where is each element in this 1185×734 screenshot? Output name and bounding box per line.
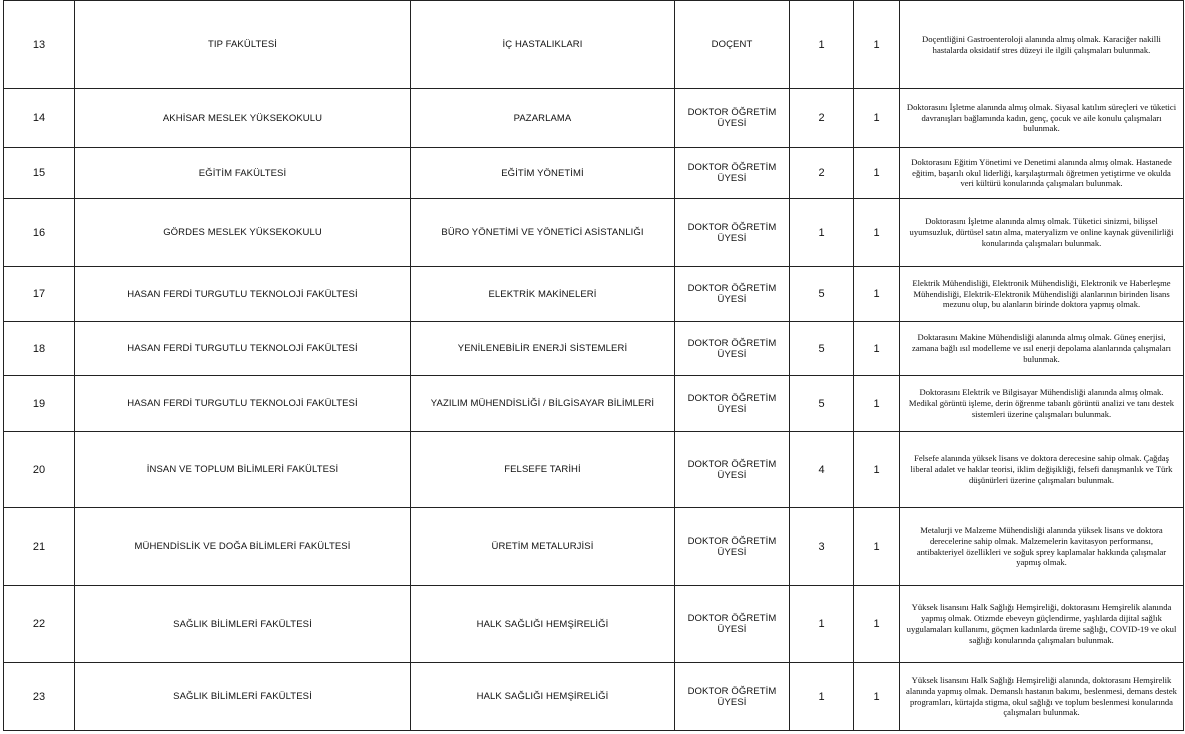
- faculty-cell: İNSAN VE TOPLUM BİLİMLERİ FAKÜLTESİ: [75, 432, 411, 508]
- row-number: 22: [4, 586, 75, 663]
- department-cell: YENİLENEBİLİR ENERJİ SİSTEMLERİ: [411, 322, 675, 376]
- table-row: [4, 148, 1184, 199]
- quota-cell: 1: [854, 586, 900, 663]
- row-number: 17: [4, 267, 75, 322]
- faculty-cell: GÖRDES MESLEK YÜKSEKOKULU: [75, 199, 411, 267]
- description-cell: Yüksek lisansını Halk Sağlığı Hemşireliği, doktorasını Hemşirelik alanında yapmış olmak. Otizmde ebeveyn güçlendirme, yaşlılarda dijital sağlık uygulamaları kullanımı, göçmen kadınlarda üreme sağlığı, COVID-19 ve okul sağlığı konularında çalışmaları bulunmak.: [900, 586, 1184, 663]
- title-cell: DOKTOR ÖĞRETİM ÜYESİ: [675, 267, 790, 322]
- faculty-cell: AKHİSAR MESLEK YÜKSEKOKULU: [75, 89, 411, 148]
- row-number: 20: [4, 432, 75, 508]
- table-row: [4, 89, 1184, 148]
- row-number: 21: [4, 508, 75, 586]
- faculty-cell: MÜHENDİSLİK VE DOĞA BİLİMLERİ FAKÜLTESİ: [75, 508, 411, 586]
- quota-cell: 1: [854, 432, 900, 508]
- count-cell: 1: [790, 586, 854, 663]
- quota-cell: 1: [854, 267, 900, 322]
- table-row: [4, 586, 1184, 663]
- department-cell: YAZILIM MÜHENDİSLİĞİ / BİLGİSAYAR BİLİMLERİ: [411, 376, 675, 432]
- count-cell: 4: [790, 432, 854, 508]
- description-cell: Doçentliğini Gastroenteroloji alanında almış olmak. Karaciğer nakilli hastalarda oksidatif stres düzeyi ile ilgili çalışmaları bulunmak.: [900, 1, 1184, 89]
- description-cell: Doktarasını Makine Mühendisliği alanında almış olmak. Güneş enerjisi, zamana bağlı ısıl modelleme ve ısıl enerji depolama alanlarında çalışmaları bulunmak.: [900, 322, 1184, 376]
- faculty-cell: EĞİTİM FAKÜLTESİ: [75, 148, 411, 199]
- quota-cell: 1: [854, 663, 900, 731]
- count-cell: 5: [790, 376, 854, 432]
- count-cell: 2: [790, 148, 854, 199]
- table-row: [4, 432, 1184, 508]
- quota-cell: 1: [854, 376, 900, 432]
- department-cell: HALK SAĞLIĞI HEMŞİRELİĞİ: [411, 663, 675, 731]
- quota-cell: 1: [854, 148, 900, 199]
- title-cell: DOKTOR ÖĞRETİM ÜYESİ: [675, 586, 790, 663]
- department-cell: ÜRETİM METALURJİSİ: [411, 508, 675, 586]
- title-cell: DOKTOR ÖĞRETİM ÜYESİ: [675, 199, 790, 267]
- count-cell: 2: [790, 89, 854, 148]
- count-cell: 5: [790, 322, 854, 376]
- row-number: 14: [4, 89, 75, 148]
- faculty-cell: TIP FAKÜLTESİ: [75, 1, 411, 89]
- department-cell: HALK SAĞLIĞI HEMŞİRELİĞİ: [411, 586, 675, 663]
- description-cell: Doktorasını Elektrik ve Bilgisayar Mühendisliği alanında almış olmak. Medikal görüntü işleme, derin öğrenme tabanlı görüntü analizi ve tanı destek sistemleri üzerine çalışmaları bulunmak.: [900, 376, 1184, 432]
- count-cell: 5: [790, 267, 854, 322]
- title-cell: DOÇENT: [675, 1, 790, 89]
- table-row: [4, 376, 1184, 432]
- count-cell: 1: [790, 663, 854, 731]
- table-row: [4, 508, 1184, 586]
- faculty-cell: SAĞLIK BİLİMLERİ FAKÜLTESİ: [75, 663, 411, 731]
- faculty-cell: SAĞLIK BİLİMLERİ FAKÜLTESİ: [75, 586, 411, 663]
- description-cell: Yüksek lisansını Halk Sağlığı Hemşireliği alanında, doktorasını Hemşirelik alanında yapmış olmak. Demanslı hastanın bakımı, beslenmesi, demans destek programları, kürtajda stigma, okul sağlığı ve toplum beslenmesi konularında çalışmaları bulunmak.: [900, 663, 1184, 731]
- table-row: [4, 199, 1184, 267]
- count-cell: 1: [790, 199, 854, 267]
- title-cell: DOKTOR ÖĞRETİM ÜYESİ: [675, 89, 790, 148]
- row-number: 18: [4, 322, 75, 376]
- description-cell: Felsefe alanında yüksek lisans ve doktora derecesine sahip olmak. Çağdaş liberal adalet ve haklar teorisi, iklim değişikliği, felsefi danışmanlık ve Türk düşünürleri üzerine çalışmaları bulunmak.: [900, 432, 1184, 508]
- row-number: 16: [4, 199, 75, 267]
- table-row: [4, 663, 1184, 731]
- row-number: 13: [4, 1, 75, 89]
- description-cell: Elektrik Mühendisliği, Elektronik Mühendisliği, Elektronik ve Haberleşme Mühendisliği, Elektrik-Elektronik Mühendisliği alanlarının birinden lisans mezunu olup, bu alanların birinde doktora yapmış olmak.: [900, 267, 1184, 322]
- staff-table: [3, 0, 1184, 731]
- title-cell: DOKTOR ÖĞRETİM ÜYESİ: [675, 432, 790, 508]
- department-cell: FELSEFE TARİHİ: [411, 432, 675, 508]
- department-cell: EĞİTİM YÖNETİMİ: [411, 148, 675, 199]
- title-cell: DOKTOR ÖĞRETİM ÜYESİ: [675, 663, 790, 731]
- description-cell: Doktorasını İşletme alanında almış olmak. Siyasal katılım süreçleri ve tüketici davranışları bağlamında kadın, genç, çocuk ve aile konulu çalışmaları bulunmak.: [900, 89, 1184, 148]
- title-cell: DOKTOR ÖĞRETİM ÜYESİ: [675, 508, 790, 586]
- title-cell: DOKTOR ÖĞRETİM ÜYESİ: [675, 376, 790, 432]
- department-cell: BÜRO YÖNETİMİ VE YÖNETİCİ ASİSTANLIĞI: [411, 199, 675, 267]
- count-cell: 3: [790, 508, 854, 586]
- description-cell: Doktorasını İşletme alanında almış olmak. Tüketici sinizmi, bilişsel uyumsuzluk, dürtüsel satın alma, materyalizm ve online kaynak güvenilirliği konularında çalışmaları bulunmak.: [900, 199, 1184, 267]
- department-cell: İÇ HASTALIKLARI: [411, 1, 675, 89]
- description-cell: Metalurji ve Malzeme Mühendisliği alanında yüksek lisans ve doktora derecelerine sahip olmak. Malzemelerin kavitasyon performansı, antibakteriyel özellikleri ve soğuk sprey kaplamalar hakkında çalışmalar yapmış olmak.: [900, 508, 1184, 586]
- table-body: [4, 1, 1184, 731]
- quota-cell: 1: [854, 199, 900, 267]
- row-number: 15: [4, 148, 75, 199]
- faculty-cell: HASAN FERDİ TURGUTLU TEKNOLOJİ FAKÜLTESİ: [75, 267, 411, 322]
- title-cell: DOKTOR ÖĞRETİM ÜYESİ: [675, 322, 790, 376]
- department-cell: ELEKTRİK MAKİNELERİ: [411, 267, 675, 322]
- title-cell: DOKTOR ÖĞRETİM ÜYESİ: [675, 148, 790, 199]
- faculty-cell: HASAN FERDİ TURGUTLU TEKNOLOJİ FAKÜLTESİ: [75, 322, 411, 376]
- row-number: 23: [4, 663, 75, 731]
- department-cell: PAZARLAMA: [411, 89, 675, 148]
- quota-cell: 1: [854, 1, 900, 89]
- table-row: [4, 1, 1184, 89]
- row-number: 19: [4, 376, 75, 432]
- quota-cell: 1: [854, 322, 900, 376]
- table-row: [4, 322, 1184, 376]
- faculty-cell: HASAN FERDİ TURGUTLU TEKNOLOJİ FAKÜLTESİ: [75, 376, 411, 432]
- description-cell: Doktorasını Eğitim Yönetimi ve Denetimi alanında almış olmak. Hastanede eğitim, başarılı okul liderliği, karşılaştırmalı öğretmen yetiştirme ve okulda veri kültürü konularında çalışmaları bulunmak.: [900, 148, 1184, 199]
- quota-cell: 1: [854, 89, 900, 148]
- count-cell: 1: [790, 1, 854, 89]
- quota-cell: 1: [854, 508, 900, 586]
- table-row: [4, 267, 1184, 322]
